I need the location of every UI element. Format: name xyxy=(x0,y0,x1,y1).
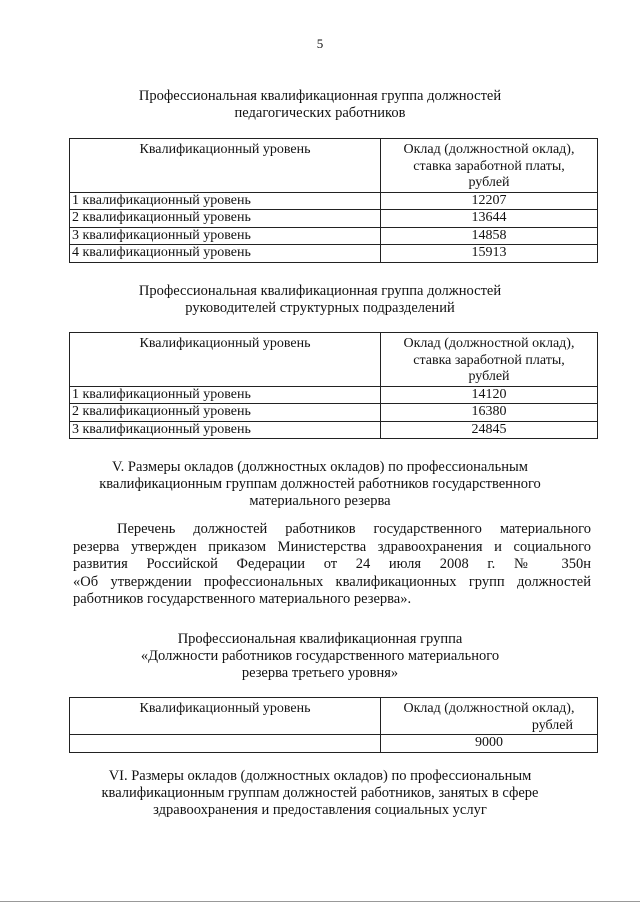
paragraph-line: развития Российской Федерации от 24 июля 2008 г. № 350н xyxy=(73,556,591,572)
level-cell: 1 квалификационный уровень xyxy=(70,192,381,210)
level-cell xyxy=(70,735,381,753)
salary-cell: 12207 xyxy=(381,192,598,210)
caption-line: Профессиональная квалификационная группа xyxy=(177,631,463,647)
section-v-heading xyxy=(0,459,640,510)
header-salary-line: Оклад (должностной оклад), xyxy=(403,142,575,157)
level-cell: 2 квалификационный уровень xyxy=(70,210,381,228)
level-cell: 4 квалификационный уровень xyxy=(70,245,381,263)
table-row xyxy=(70,421,598,439)
table-row xyxy=(70,404,598,422)
salary-cell: 14120 xyxy=(381,386,598,404)
caption-line: руководителей структурных подразделений xyxy=(185,300,455,316)
salary-cell: 16380 xyxy=(381,404,598,422)
section3-caption xyxy=(0,631,640,682)
heading-line: квалификационным группам должностей работников государственного xyxy=(99,476,541,492)
level-cell: 3 квалификационный уровень xyxy=(70,421,381,439)
header-salary xyxy=(381,333,598,387)
section-vi-heading xyxy=(0,768,640,819)
salary-cell: 24845 xyxy=(381,421,598,439)
body-paragraph xyxy=(73,521,591,609)
page-number: 5 xyxy=(316,36,324,51)
caption-line: Профессиональная квалификационная группа должностей xyxy=(138,283,502,299)
paragraph-line: резерва утвержден приказом Министерства здравоохранения и социального xyxy=(73,538,591,555)
salary-cell: 9000 xyxy=(381,735,598,753)
header-salary-line: рублей xyxy=(468,369,510,384)
header-salary-line: Оклад (должностной оклад), xyxy=(403,336,575,351)
salary-cell: 13644 xyxy=(381,210,598,228)
caption-line: Профессиональная квалификационная группа должностей xyxy=(138,88,502,104)
heading-line: квалификационным группам должностей работников, занятых в сфере xyxy=(101,785,539,801)
header-salary xyxy=(381,698,598,735)
header-level: Квалификационный уровень xyxy=(70,333,381,387)
table-row xyxy=(70,192,598,210)
header-salary xyxy=(381,139,598,193)
table-row xyxy=(70,227,598,245)
paragraph-line: «Об утверждении профессиональных квалификационных групп должностей xyxy=(73,573,591,590)
header-salary-line: рублей xyxy=(531,717,573,733)
caption-line: «Должности работников государственного материального xyxy=(140,648,500,664)
salary-cell: 15913 xyxy=(381,245,598,263)
table-header-row xyxy=(70,139,598,193)
heading-line: V. Размеры окладов (должностных окладов) по профессиональным xyxy=(112,459,528,475)
header-salary-line: Оклад (должностной оклад), xyxy=(403,701,575,716)
header-level: Квалификационный уровень xyxy=(70,698,381,735)
section1-caption xyxy=(0,88,640,122)
header-salary-line: ставка заработной платы, xyxy=(413,352,565,368)
table-row xyxy=(70,386,598,404)
table-pedagogical xyxy=(69,138,598,263)
header-salary-line: рублей xyxy=(468,175,510,190)
table-header-row xyxy=(70,333,598,387)
level-cell: 1 квалификационный уровень xyxy=(70,386,381,404)
table-reserve xyxy=(69,697,598,753)
paragraph-line: Перечень должностей работников государственного материального xyxy=(117,521,591,537)
scan-edge-divider xyxy=(0,901,640,902)
paragraph-line: работников государственного материального резерва». xyxy=(73,591,412,607)
heading-line: материального резерва xyxy=(249,493,391,509)
heading-line: здравоохранения и предоставления социальных услуг xyxy=(153,802,487,818)
salary-cell: 14858 xyxy=(381,227,598,245)
level-cell: 2 квалификационный уровень xyxy=(70,404,381,422)
table-header-row xyxy=(70,698,598,735)
table-heads xyxy=(69,332,598,439)
header-salary-line: ставка заработной платы, xyxy=(413,158,565,174)
caption-line: резерва третьего уровня» xyxy=(241,665,399,681)
heading-line: VI. Размеры окладов (должностных окладов) по профессиональным xyxy=(108,768,532,784)
header-level: Квалификационный уровень xyxy=(70,139,381,193)
table-row xyxy=(70,735,598,753)
table-row xyxy=(70,245,598,263)
section2-caption xyxy=(0,283,640,317)
table-row xyxy=(70,210,598,228)
caption-line: педагогических работников xyxy=(234,105,406,121)
level-cell: 3 квалификационный уровень xyxy=(70,227,381,245)
